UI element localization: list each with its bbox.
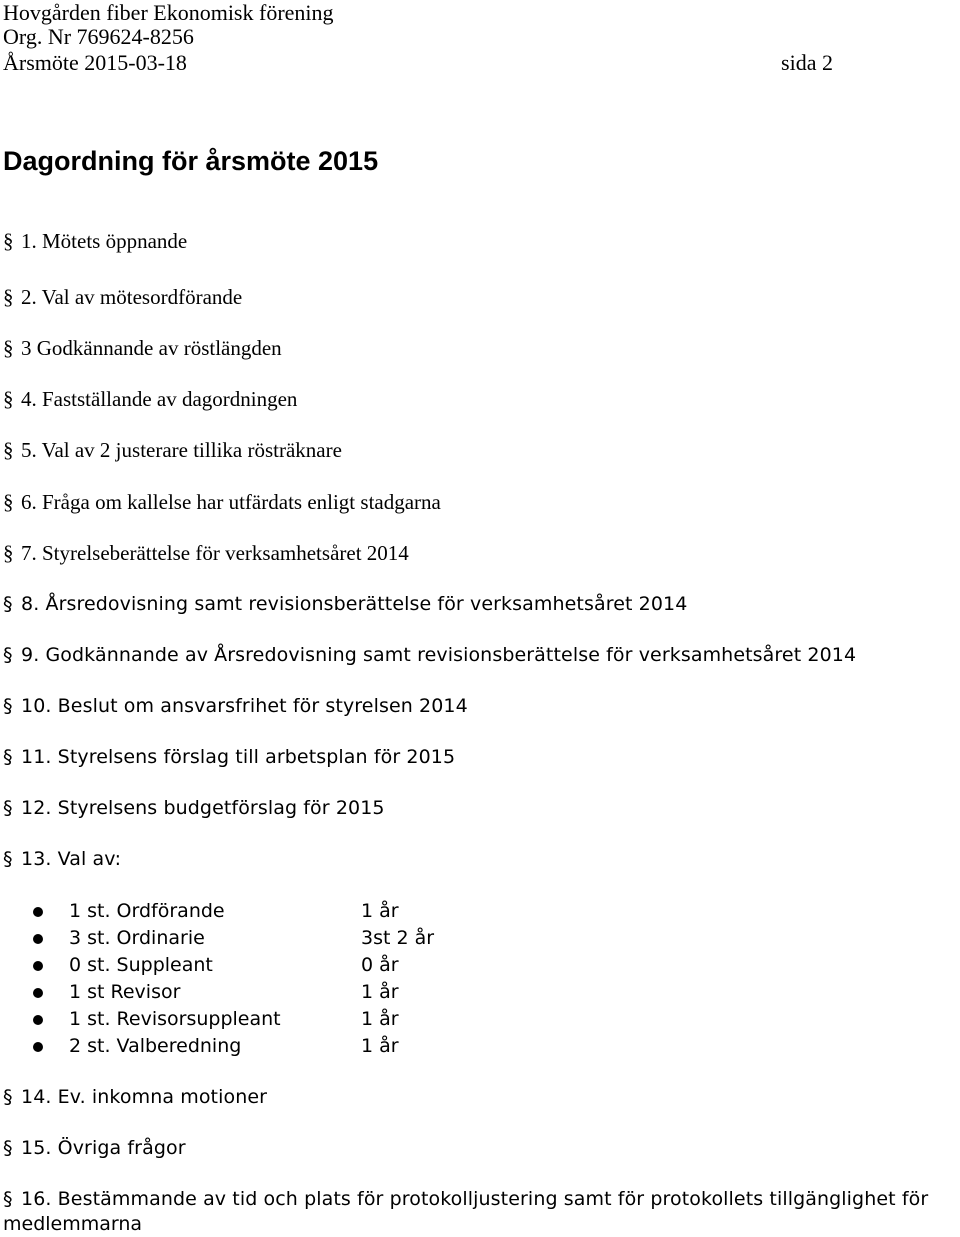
agenda-item (3, 642, 856, 668)
page-number: sida 2 (781, 50, 833, 75)
section-mark: § (3, 490, 14, 514)
section-mark: § (3, 848, 13, 870)
agenda-item (3, 1135, 186, 1161)
section-mark: § (3, 541, 14, 565)
bullet-icon (33, 907, 43, 917)
election-role: 0 st. Suppleant (69, 954, 213, 976)
agenda-item-text: 12. Styrelsens budgetförslag för 2015 (21, 797, 385, 819)
section-mark: § (3, 1188, 13, 1210)
election-term: 0 år (361, 954, 399, 976)
election-term: 1 år (361, 900, 399, 922)
election-role: 3 st. Ordinarie (69, 927, 205, 949)
agenda-item-text: 3 Godkännande av röstlängden (21, 336, 282, 360)
agenda-item-text: 13. Val av: (21, 848, 122, 870)
agenda-item (3, 540, 409, 566)
agenda-item-text: 5. Val av 2 justerare tillika rösträknare (21, 438, 342, 462)
bullet-icon (33, 934, 43, 944)
agenda-item-text: 10. Beslut om ansvarsfrihet för styrelsen 2014 (21, 695, 468, 717)
election-term: 1 år (361, 1008, 399, 1030)
bullet-icon (33, 961, 43, 971)
agenda-item-text: 15. Övriga frågor (21, 1137, 186, 1159)
meeting-date: Årsmöte 2015-03-18 (3, 50, 187, 75)
agenda-item (3, 591, 687, 617)
election-role: 1 st Revisor (69, 981, 181, 1003)
agenda-item-text: 9. Godkännande av Årsredovisning samt revisionsberättelse för verksamhetsåret 2014 (21, 644, 857, 666)
section-mark: § (3, 797, 13, 819)
agenda-item-text: 8. Årsredovisning samt revisionsberättelse för verksamhetsåret 2014 (21, 593, 688, 615)
section-mark: § (3, 593, 13, 615)
agenda-item-text: 16. Bestämmande av tid och plats för protokolljustering samt för protokollets tillgänglighet för (21, 1188, 929, 1210)
bullet-icon (33, 1042, 43, 1052)
section-mark: § (3, 746, 13, 768)
agenda-item (3, 744, 455, 770)
agenda-item-text: 4. Fastställande av dagordningen (21, 387, 298, 411)
agenda-item (3, 335, 282, 361)
section-mark: § (3, 387, 14, 411)
section-mark: § (3, 336, 14, 360)
agenda-item (3, 795, 385, 821)
section-mark: § (3, 285, 14, 309)
bullet-icon (33, 988, 43, 998)
page-title: Dagordning för årsmöte 2015 (3, 146, 379, 176)
election-role: 1 st. Ordförande (69, 900, 225, 922)
org-number: Org. Nr 769624-8256 (3, 24, 194, 49)
agenda-item (3, 386, 297, 412)
agenda-item-text: 2. Val av mötesordförande (21, 285, 243, 309)
election-role: 2 st. Valberedning (69, 1035, 242, 1057)
agenda-item-text: 1. Mötets öppnande (21, 229, 188, 253)
agenda-item (3, 1186, 928, 1212)
section-mark: § (3, 644, 13, 666)
agenda-item-text: 14. Ev. inkomna motioner (21, 1086, 268, 1108)
agenda-item (3, 489, 441, 515)
election-role: 1 st. Revisorsuppleant (69, 1008, 281, 1030)
section-mark: § (3, 1137, 13, 1159)
section-mark: § (3, 438, 14, 462)
agenda-item-text: 7. Styrelseberättelse för verksamhetsåret 2014 (21, 541, 409, 565)
agenda-item (3, 846, 121, 872)
agenda-item (3, 693, 468, 719)
section-mark: § (3, 695, 13, 717)
agenda-item (3, 228, 187, 254)
agenda-item (3, 1084, 267, 1110)
election-term: 1 år (361, 1035, 399, 1057)
bullet-icon (33, 1015, 43, 1025)
section-mark: § (3, 1086, 13, 1108)
agenda-item-continuation: medlemmarna (3, 1213, 143, 1235)
section-mark: § (3, 229, 14, 253)
agenda-item-text: 6. Fråga om kallelse har utfärdats enligt stadgarna (21, 490, 441, 514)
election-term: 3st 2 år (361, 927, 435, 949)
election-term: 1 år (361, 981, 399, 1003)
agenda-item (3, 284, 242, 310)
agenda-item-text: 11. Styrelsens förslag till arbetsplan för 2015 (21, 746, 456, 768)
agenda-item (3, 437, 342, 463)
org-name: Hovgården fiber Ekonomisk förening (3, 0, 334, 25)
